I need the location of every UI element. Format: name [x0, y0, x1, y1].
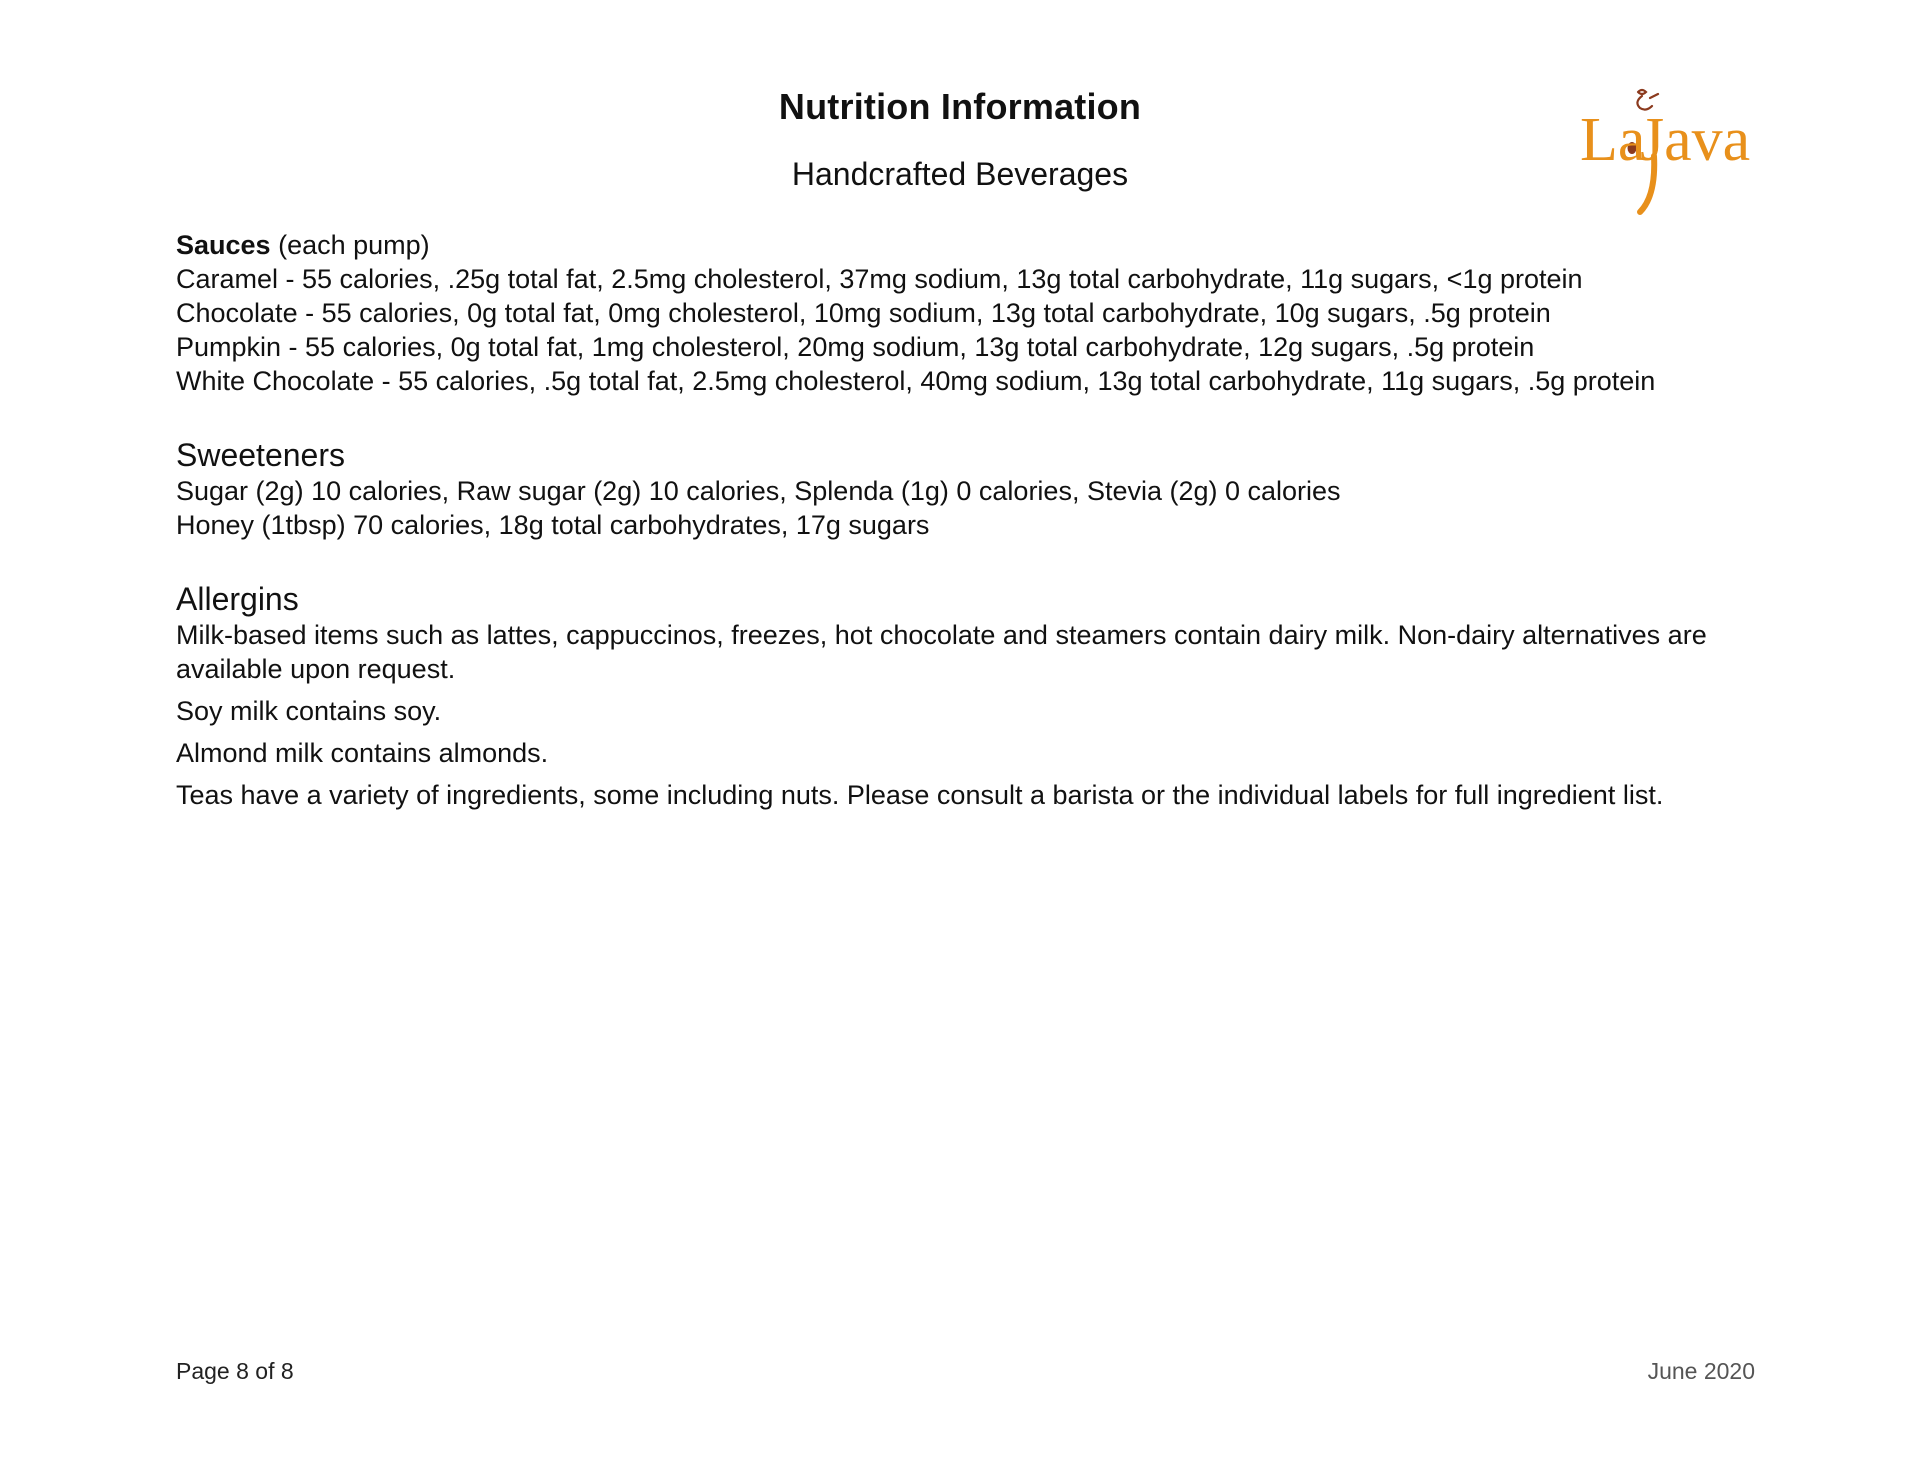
page-subtitle: Handcrafted Beverages [791, 156, 1129, 192]
sauces-heading [176, 228, 1756, 262]
sweetener-line-sugars: Sugar (2g) 10 calories, Raw sugar (2g) 10 calories, Splenda (1g) 0 calories, Stevia (2g) 0 calories [176, 476, 1341, 506]
nutrition-content [176, 228, 1756, 820]
allergin-almond-note: Almond milk contains almonds. [176, 738, 549, 768]
allergin-soy-note: Soy milk contains soy. [176, 696, 442, 726]
sauce-line-chocolate: Chocolate - 55 calories, 0g total fat, 0mg cholesterol, 10mg sodium, 13g total carbohydrate, 10g sugars, .5g protein [176, 298, 1551, 328]
sweetener-line-honey: Honey (1tbsp) 70 calories, 18g total carbohydrates, 17g sugars [176, 510, 930, 540]
sauces-label-note: (each pump) [270, 230, 430, 260]
logo-text-la: La [1580, 106, 1646, 174]
page-title: Nutrition Information [778, 86, 1142, 127]
sauces-label: Sauces [176, 230, 271, 260]
page-number: Page 8 of 8 [176, 1358, 294, 1384]
lajava-logo [1580, 86, 1765, 226]
allergin-tea-note: Teas have a variety of ingredients, some including nuts. Please consult a barista or the individual labels for full ingredient list. [176, 780, 1664, 810]
sauce-line-white-chocolate: White Chocolate - 55 calories, .5g total fat, 2.5mg cholesterol, 40mg sodium, 13g total carbohydrate, 11g sugars, .5g protein [176, 366, 1656, 396]
allergins-heading: Allergins [176, 581, 299, 617]
logo-text-java: Java [1640, 106, 1751, 174]
sauce-line-pumpkin: Pumpkin - 55 calories, 0g total fat, 1mg cholesterol, 20mg sodium, 13g total carbohydrate, 12g sugars, .5g protein [176, 332, 1535, 362]
allergin-milk-note: Milk-based items such as lattes, cappuccinos, freezes, hot chocolate and steamers contain dairy milk. Non-dairy alternatives are available upon request. [176, 620, 1707, 684]
document-date: June 2020 [1647, 1358, 1755, 1384]
sauce-line-caramel: Caramel - 55 calories, .25g total fat, 2.5mg cholesterol, 37mg sodium, 13g total carbohydrate, 11g sugars, <1g protein [176, 264, 1583, 294]
sweeteners-heading: Sweeteners [176, 437, 345, 473]
